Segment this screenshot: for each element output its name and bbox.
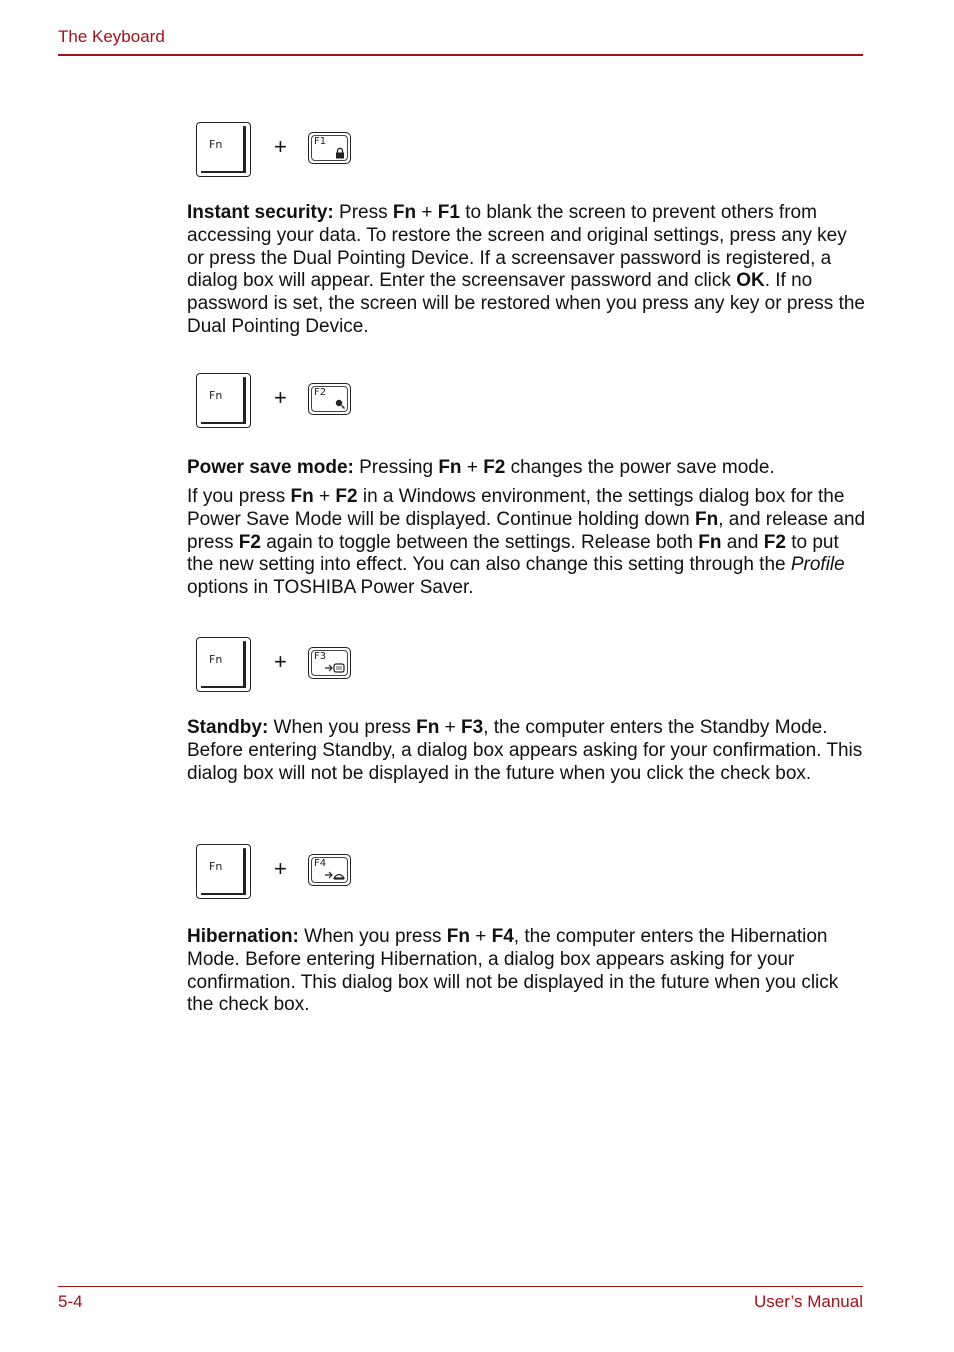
text-run: When you press [298, 926, 447, 947]
text-run: When you press [268, 717, 417, 738]
hibernation-title: Hibernation: [187, 926, 299, 947]
text-run: to put the new setting into effect. You can also change this setting through the [187, 531, 839, 576]
f3-term: F3 [461, 717, 484, 738]
keycombo-fn-f1 [194, 122, 364, 184]
fn-key [196, 637, 251, 692]
power-save-icon [334, 398, 346, 410]
page-number: 5-4 [58, 1292, 83, 1311]
f1-term: F1 [437, 202, 460, 223]
f4-term: F4 [491, 926, 514, 947]
power-save-detail-paragraph [187, 486, 867, 600]
hibernation-icon [324, 869, 346, 881]
profile-term: Profile [790, 554, 845, 576]
text-run: . If no password is set, the screen will be restored when you press any key or press the Dual Pointing Device. [187, 270, 865, 337]
f2-term: F2 [238, 531, 261, 553]
text-run: to blank the screen to prevent others from accessing your data. To restore the screen and original settings, press any key or press the Dual Pointing Device. If a screensaver password is registered, a dialog box will appear. Enter the screensaver password and click [187, 202, 847, 292]
text-run: changes the power save mode. [505, 457, 775, 478]
text-run: and [721, 531, 764, 553]
text-run: + [313, 486, 336, 507]
instant-security-title: Instant security: [187, 202, 334, 223]
header-title: The Keyboard [58, 27, 165, 46]
footer-rule [58, 1286, 863, 1287]
text-run: + [469, 926, 492, 947]
text-run: again to toggle between the settings. Release both [260, 531, 699, 553]
text-run: If you press [187, 486, 291, 507]
text-run: Press [333, 202, 393, 223]
fn-term: Fn [698, 531, 722, 553]
standby-title: Standby: [187, 717, 269, 738]
ok-term: OK [736, 270, 765, 292]
f4-key [308, 854, 351, 886]
standby-icon [324, 662, 346, 674]
fn-key-label: Fn [209, 389, 223, 402]
plus-sign: + [274, 134, 287, 159]
plus-sign: + [274, 385, 287, 410]
standby-paragraph [187, 717, 867, 785]
hibernation-paragraph [187, 926, 867, 1017]
plus-sign: + [274, 856, 287, 881]
text-run: in a Windows environment, the settings dialog box for the Power Save Mode will be displayed. Continue holding down [187, 486, 845, 530]
keycombo-fn-f2 [194, 373, 364, 435]
text-run: + [416, 202, 438, 223]
f4-key-label: F4 [314, 858, 327, 869]
fn-term: Fn [416, 717, 440, 738]
power-save-title: Power save mode: [187, 457, 354, 478]
fn-key-label: Fn [209, 860, 223, 873]
text-run: + [461, 457, 484, 478]
keycombo-fn-f3 [194, 637, 364, 699]
text-run: , and release and press [187, 508, 866, 553]
text-run: options in TOSHIBA Power Saver. [187, 577, 474, 599]
keycombo-fn-f4 [194, 844, 364, 906]
f3-key [308, 647, 351, 679]
f1-key [308, 132, 351, 164]
f2-key [308, 383, 351, 415]
fn-term: Fn [392, 202, 417, 223]
lock-icon [334, 147, 346, 159]
text-run: + [439, 717, 461, 738]
f2-term: F2 [335, 486, 358, 507]
instant-security-paragraph [187, 202, 867, 339]
fn-term: Fn [290, 486, 314, 507]
fn-term: Fn [446, 926, 470, 947]
fn-term: Fn [438, 457, 462, 478]
header-rule [58, 54, 863, 56]
manual-title: User’s Manual [754, 1292, 863, 1311]
f3-key-label: F3 [314, 651, 327, 662]
fn-key [196, 122, 251, 177]
fn-key [196, 373, 251, 428]
f2-term: F2 [483, 457, 506, 478]
fn-key-label: Fn [209, 653, 223, 666]
text-run: Pressing [353, 457, 439, 478]
text-run: , the computer enters the Hibernation Mode. Before entering Hibernation, a dialog box appears asking for your confirmation. This dialog box will not be displayed in the future when you click the check box. [187, 926, 839, 1016]
power-save-paragraph [187, 457, 867, 480]
text-run: , the computer enters the Standby Mode. Before entering Standby, a dialog box appears asking for your confirmation. This dialog box will not be displayed in the future when you click the check box. [187, 717, 863, 784]
fn-term: Fn [695, 508, 719, 530]
f2-term: F2 [763, 531, 786, 553]
plus-sign: + [274, 649, 287, 674]
f1-key-label: F1 [314, 136, 327, 147]
f2-key-label: F2 [314, 387, 327, 398]
fn-key-label: Fn [209, 138, 223, 151]
fn-key [196, 844, 251, 899]
